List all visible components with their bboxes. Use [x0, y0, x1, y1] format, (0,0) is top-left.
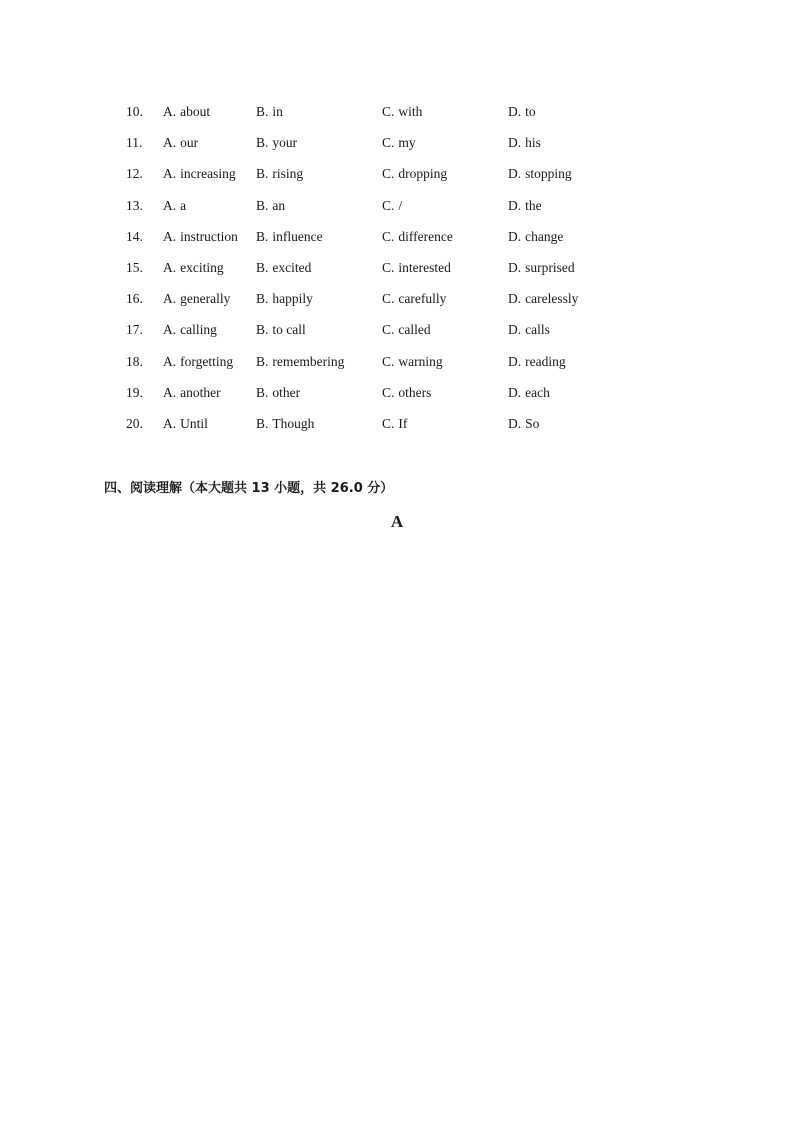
option-a [163, 254, 224, 281]
option-d [508, 348, 566, 375]
option-b [256, 192, 285, 219]
option-c [382, 160, 447, 187]
option-b [256, 410, 314, 437]
option-c [382, 410, 407, 437]
question-row [0, 254, 794, 285]
option-c [382, 285, 446, 312]
option-a [163, 410, 208, 437]
option-text: change [525, 228, 564, 244]
option-c [382, 379, 431, 406]
question-row [0, 316, 794, 347]
option-letter: B. [256, 415, 269, 431]
option-text: / [398, 197, 403, 213]
option-letter: A. [163, 197, 177, 213]
option-letter: B. [256, 259, 269, 275]
option-letter: B. [256, 291, 269, 307]
option-text: to [525, 104, 536, 119]
question-number: 18. [126, 353, 143, 369]
option-text: stopping [525, 166, 572, 182]
option-letter: D. [508, 353, 522, 369]
question-number: 12. [126, 166, 143, 182]
option-letter: D. [508, 384, 522, 400]
option-a [163, 192, 186, 219]
option-letter: A. [163, 259, 177, 275]
option-d [508, 223, 563, 250]
option-c [382, 316, 431, 343]
option-letter: D. [508, 166, 522, 182]
option-a [163, 285, 230, 312]
option-text: carefully [398, 291, 447, 307]
option-letter: B. [256, 135, 269, 151]
question-row [0, 98, 794, 129]
option-letter: B. [256, 322, 269, 338]
option-text: with [398, 104, 423, 119]
question-number: 11. [126, 135, 143, 151]
option-letter: D. [508, 259, 522, 275]
question-row [0, 223, 794, 254]
option-letter: C. [382, 259, 395, 275]
option-text: happily [272, 291, 313, 307]
option-text: difference [398, 228, 453, 244]
option-text: rising [272, 166, 304, 182]
option-text: in [272, 104, 283, 119]
option-letter: A. [163, 384, 177, 400]
option-letter: C. [382, 322, 395, 338]
option-text: dropping [398, 166, 448, 182]
option-c [382, 129, 416, 156]
option-d [508, 379, 550, 406]
option-letter: C. [382, 228, 395, 244]
question-row [0, 410, 794, 441]
option-text: If [398, 415, 408, 431]
question-row [0, 129, 794, 160]
option-b [256, 98, 283, 125]
question-row [0, 379, 794, 410]
option-a [163, 316, 217, 343]
option-letter: B. [256, 104, 269, 119]
option-letter: C. [382, 166, 395, 182]
option-text: exciting [180, 259, 224, 275]
option-letter: A. [163, 166, 177, 182]
option-text: Though [272, 415, 315, 431]
option-text: called [398, 322, 431, 338]
option-letter: A. [163, 353, 177, 369]
option-letter: B. [256, 197, 269, 213]
option-text: carelessly [525, 291, 579, 307]
option-text: each [525, 384, 550, 400]
option-c [382, 254, 451, 281]
option-c [382, 98, 422, 125]
question-number: 14. [126, 228, 143, 244]
option-a [163, 348, 233, 375]
option-letter: C. [382, 135, 395, 151]
option-a [163, 223, 238, 250]
option-text: generally [180, 291, 231, 307]
option-text: So [525, 415, 540, 431]
option-d [508, 254, 575, 281]
option-letter: C. [382, 353, 395, 369]
option-a [163, 129, 198, 156]
option-letter: C. [382, 104, 395, 119]
option-text: increasing [180, 166, 236, 182]
option-c [382, 192, 402, 219]
option-d [508, 192, 542, 219]
option-b [256, 285, 313, 312]
option-letter: D. [508, 197, 522, 213]
question-number: 20. [126, 415, 143, 431]
question-row [0, 285, 794, 316]
option-d [508, 316, 550, 343]
option-d [508, 160, 572, 187]
option-text: surprised [525, 259, 575, 275]
option-letter: D. [508, 415, 522, 431]
question-list [0, 98, 794, 441]
option-b [256, 223, 323, 250]
option-text: other [272, 384, 301, 400]
option-d [508, 98, 536, 125]
option-text: interested [398, 259, 451, 275]
option-text: an [272, 197, 286, 213]
option-b [256, 316, 306, 343]
option-letter: A. [163, 135, 177, 151]
option-text: a [180, 197, 187, 213]
option-letter: D. [508, 104, 522, 119]
option-text: forgetting [180, 353, 234, 369]
option-text: excited [272, 259, 312, 275]
option-letter: B. [256, 384, 269, 400]
option-c [382, 223, 453, 250]
option-letter: B. [256, 166, 269, 182]
option-letter: D. [508, 228, 522, 244]
question-number: 19. [126, 384, 143, 400]
option-text: instruction [180, 228, 238, 244]
option-letter: A. [163, 322, 177, 338]
option-letter: D. [508, 135, 522, 151]
option-text: your [272, 135, 298, 151]
option-text: warning [398, 353, 443, 369]
option-b [256, 160, 303, 187]
question-number: 10. [126, 104, 143, 119]
option-letter: C. [382, 197, 395, 213]
option-a [163, 98, 210, 125]
option-letter: C. [382, 415, 395, 431]
option-text: Until [180, 415, 208, 431]
option-letter: A. [163, 415, 177, 431]
question-number: 17. [126, 322, 143, 338]
option-text: calling [180, 322, 217, 338]
option-text: reading [525, 353, 566, 369]
option-text: to call [272, 322, 306, 338]
option-letter: A. [163, 228, 177, 244]
question-number: 15. [126, 259, 143, 275]
option-letter: D. [508, 322, 522, 338]
option-text: another [180, 384, 221, 400]
option-text: remembering [272, 353, 345, 369]
question-row [0, 160, 794, 191]
option-letter: C. [382, 291, 395, 307]
option-d [508, 410, 539, 437]
option-letter: D. [508, 291, 522, 307]
option-d [508, 129, 541, 156]
question-row [0, 348, 794, 379]
question-number: 13. [126, 197, 143, 213]
option-text: his [525, 135, 541, 151]
passage-label: A [390, 512, 404, 531]
option-letter: B. [256, 228, 269, 244]
option-c [382, 348, 443, 375]
option-b [256, 348, 344, 375]
option-text: others [398, 384, 432, 400]
option-text: the [525, 197, 542, 213]
option-a [163, 379, 221, 406]
option-text: our [180, 135, 199, 151]
option-text: my [398, 135, 416, 151]
option-b [256, 379, 300, 406]
option-letter: A. [163, 291, 177, 307]
section-title: 四、阅读理解（本大题共 13 小题，共 26.0 分） [104, 481, 394, 496]
option-letter: C. [382, 384, 395, 400]
option-b [256, 254, 311, 281]
option-text: influence [272, 228, 323, 244]
question-number: 16. [126, 291, 143, 307]
option-text: calls [525, 322, 550, 338]
option-b [256, 129, 297, 156]
option-letter: A. [163, 104, 177, 119]
option-text: about [180, 104, 211, 119]
question-row [0, 192, 794, 223]
option-d [508, 285, 578, 312]
option-letter: B. [256, 353, 269, 369]
option-a [163, 160, 236, 187]
